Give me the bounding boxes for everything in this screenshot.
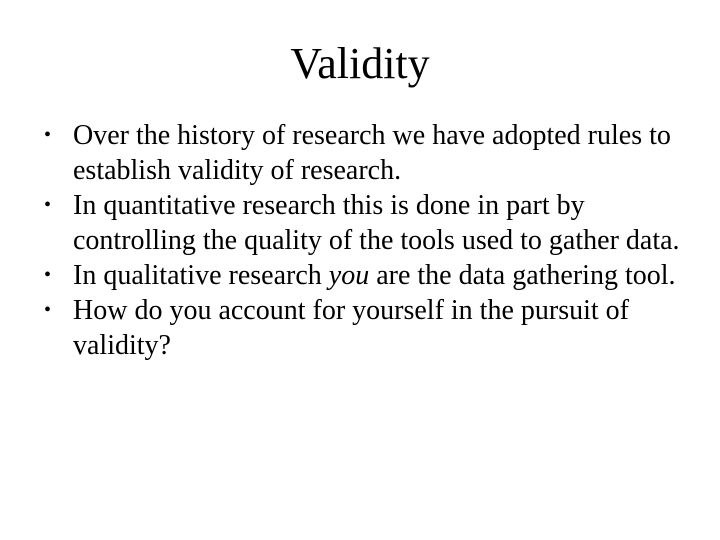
bullet-icon: • [44,194,52,216]
bullet-text: How do you account for yourself in the pursuit of validity? [73,295,629,361]
bullet-text: Over the history of research we have adopted rules to establish validity of research. [73,120,671,186]
bullet-text-end: are the data gathering tool. [369,260,676,291]
bullet-item [44,258,684,293]
bullet-item [44,293,684,363]
bullet-list [44,118,684,363]
bullet-icon: • [44,264,52,286]
bullet-item [44,188,684,258]
bullet-icon: • [44,124,52,146]
bullet-text-start: In qualitative research [73,260,329,291]
bullet-text: In quantitative research this is done in part by controlling the quality of the tools used to gather data. [73,190,680,256]
bullet-emphasis: you [328,260,370,291]
bullet-item [44,118,684,188]
slide-title: Validity [290,39,430,88]
bullet-icon: • [44,299,52,321]
